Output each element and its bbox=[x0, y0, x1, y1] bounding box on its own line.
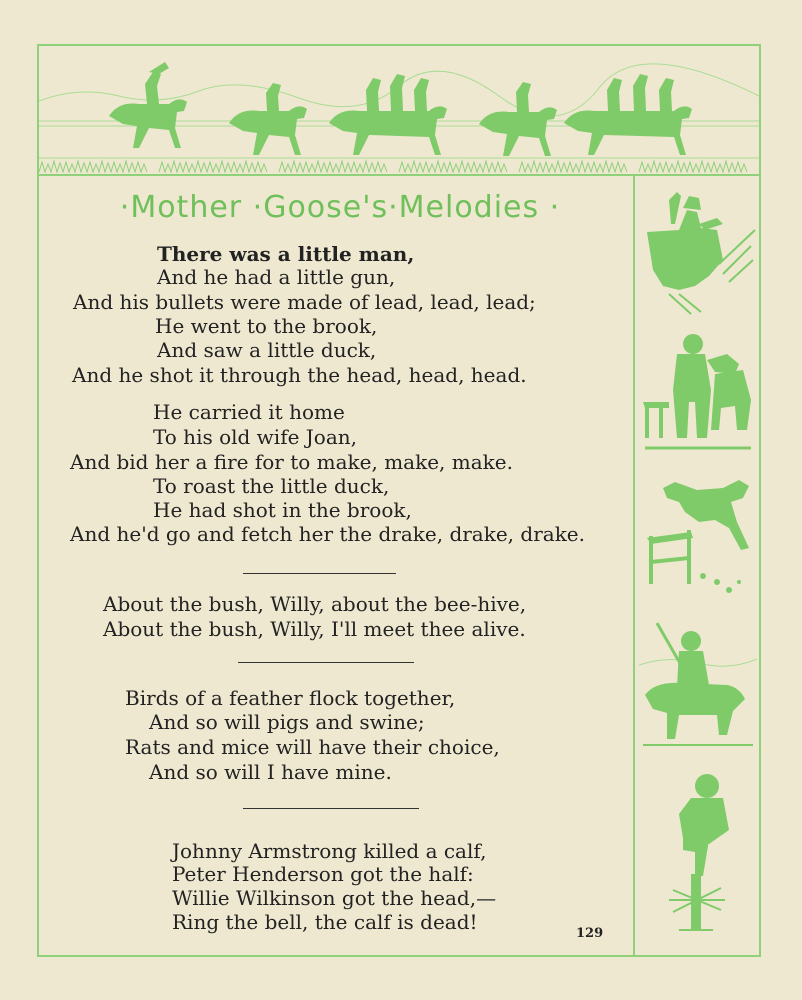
poem-line: To roast the little duck, bbox=[153, 474, 390, 498]
page-title: ·Mother ·Goose's·Melodies · bbox=[119, 190, 561, 225]
poem-line: He carried it home bbox=[153, 400, 345, 424]
poem-line: And he had a little gun, bbox=[157, 265, 396, 289]
poem-line: Rats and mice will have their choice, bbox=[125, 735, 500, 759]
poem-line: He had shot in the brook, bbox=[153, 498, 412, 522]
page-number: 129 bbox=[576, 926, 604, 941]
poem-line: Birds of a feather flock together, bbox=[125, 686, 456, 710]
poem-line: And saw a little duck, bbox=[157, 338, 377, 362]
poem-line: Johnny Armstrong killed a calf, bbox=[172, 839, 487, 863]
poem-line: About the bush, Willy, about the bee-hive, bbox=[103, 592, 527, 616]
boy-on-post-illustration bbox=[639, 770, 757, 950]
poem-line: Willie Wilkinson got the head,— bbox=[172, 886, 497, 910]
poem-line: And his bullets were made of lead, lead, lead; bbox=[73, 290, 536, 314]
poem-line: And he shot it through the head, head, head. bbox=[72, 363, 527, 387]
poem-line: He went to the brook, bbox=[155, 314, 378, 338]
poem-line: To his old wife Joan, bbox=[153, 425, 358, 449]
leaping-cow-illustration bbox=[639, 472, 757, 602]
poem-line: There was a little man, bbox=[157, 242, 415, 266]
divider-rule bbox=[238, 662, 414, 663]
man-and-goat-illustration bbox=[639, 330, 757, 460]
poem-line: And so will I have mine. bbox=[149, 760, 392, 784]
man-with-gun-illustration bbox=[639, 190, 757, 320]
divider-rule bbox=[243, 573, 396, 574]
man-on-pig-illustration bbox=[639, 615, 757, 755]
poem-line: Peter Henderson got the half: bbox=[172, 862, 474, 886]
sidebar-divider bbox=[633, 176, 635, 955]
poem-line: Ring the bell, the calf is dead! bbox=[172, 910, 478, 934]
rider-banner-illustration bbox=[39, 46, 759, 176]
poem-line: And bid her a fire for to make, make, make. bbox=[70, 450, 513, 474]
divider-rule bbox=[243, 808, 419, 809]
poem-line: And so will pigs and swine; bbox=[149, 710, 425, 734]
poem-line: About the bush, Willy, I'll meet thee alive. bbox=[103, 617, 526, 641]
poem-line: And he'd go and fetch her the drake, drake, drake. bbox=[70, 522, 585, 546]
